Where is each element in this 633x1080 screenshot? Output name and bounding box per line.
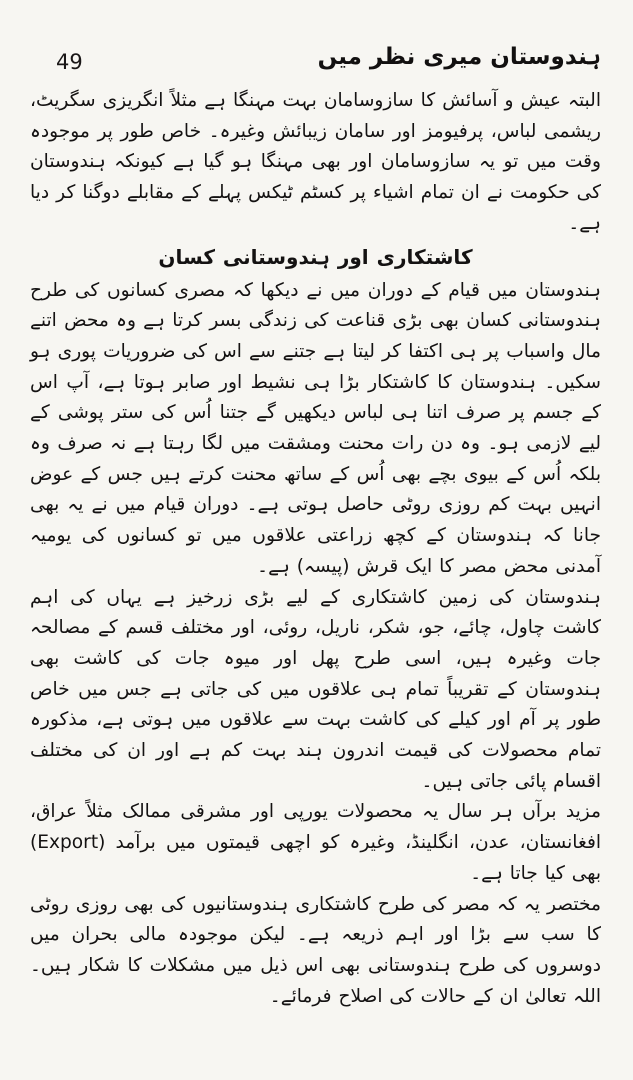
exports-text-after: بھی کیا جاتا ہے۔ — [470, 862, 601, 884]
page-number: 49 — [56, 50, 83, 74]
paragraph-luxury-goods: البتہ عیش و آسائش کا سازوسامان بہت مہنگا ہے مثلاً انگریزی سگریٹ، ریشمی لباس، پرفیومز اور سامان زیبائش وغیرہ۔ خاص طور پر موجودہ وقت میں تو یہ سازوسامان اور بھی مہنگا ہو گیا ہے کیونکہ ہندوستان کی حکومت نے ان تمام اشیاء پر کسٹم ٹیکس پہلے کے مقابلے دوگنا کر دیا ہے۔ — [30, 90, 601, 234]
exports-text-before: مزید برآں ہر سال یہ محصولات یورپی اور مشرقی ممالک مثلاً عراق، افغانستان، عدن، انگلینڈ، وغیرہ کو اچھی قیمتوں میں برآمد — [30, 801, 601, 854]
section-heading: کاشتکاری اور ہندوستانی کسان — [158, 244, 473, 269]
body-text — [30, 86, 601, 1012]
paragraph-indian-farmer: ہندوستان میں قیام کے دوران میں نے دیکھا کہ مصری کسانوں کی طرح ہندوستانی کسان بھی بڑی قناعت کی زندگی بسر کرتا ہے وہ محض اتنے مال واسباب پر ہی اکتفا کر لیتا ہے جتنے سے اس کی ضروریات پوری ہو سکیں۔ ہندوستان کا کاشتکار بڑا ہی نشیط اور صابر ہوتا ہے، آپ اس کے جسم پر صرف اتنا ہی لباس دیکھیں گے جتنا اُس کی ستر پوشی کے لیے لازمی ہو۔ وہ دن رات محنت ومشقت میں لگا رہتا ہے نہ صرف وہ بلکہ اُس کے بیوی بچے بھی اُس کے ساتھ محنت کرتے ہیں جس کے عوض انہیں بہت کم روزی روٹی حاصل ہوتی ہے۔ دوران قیام میں نے یہ بھی جانا کہ ہندوستان کے کچھ زراعتی علاقوں میں تو کسانوں کی یومیہ آمدنی محض مصر کا ایک قرش (پیسہ) ہے۔ — [30, 279, 601, 577]
paragraph-conclusion: مختصر یہ کہ مصر کی طرح کاشتکاری ہندوستانیوں کی بھی روزی روٹی کا سب سے بڑا اور اہم ذریعہ ہے۔ لیکن موجودہ مالی بحران میں دوسروں کی طرح ہندوستانی بھی اس ذیل میں مشکلات کا شکار ہیں۔ اللہ تعالیٰ ان کے حالات کی اصلاح فرمائے۔ — [30, 893, 601, 1007]
paragraph-crops: ہندوستان کی زمین کاشتکاری کے لیے بڑی زرخیز ہے یہاں کی اہم کاشت چاول، چائے، جو، شکر، ناریل، روئی، اور مختلف قسم کے مصالحہ جات وغیرہ ہیں، اسی طرح پھل اور میوہ جات کی کاشت بھی ہندوستان کے تقریباً تمام ہی علاقوں میں کی جاتی ہے جس میں خاص طور پر آم اور کیلے کی کاشت بہت سے علاقوں میں ہوتی ہے، مذکورہ تمام محصولات کی قیمت اندرون ہند بہت کم ہے اور ان کی مختلف اقسام پائی جاتی ہیں۔ — [30, 586, 601, 792]
paragraph-exports — [30, 797, 601, 889]
export-term: (Export) — [30, 832, 106, 854]
running-head — [56, 44, 601, 84]
running-title: ہندوستان میری نظر میں — [317, 44, 601, 70]
